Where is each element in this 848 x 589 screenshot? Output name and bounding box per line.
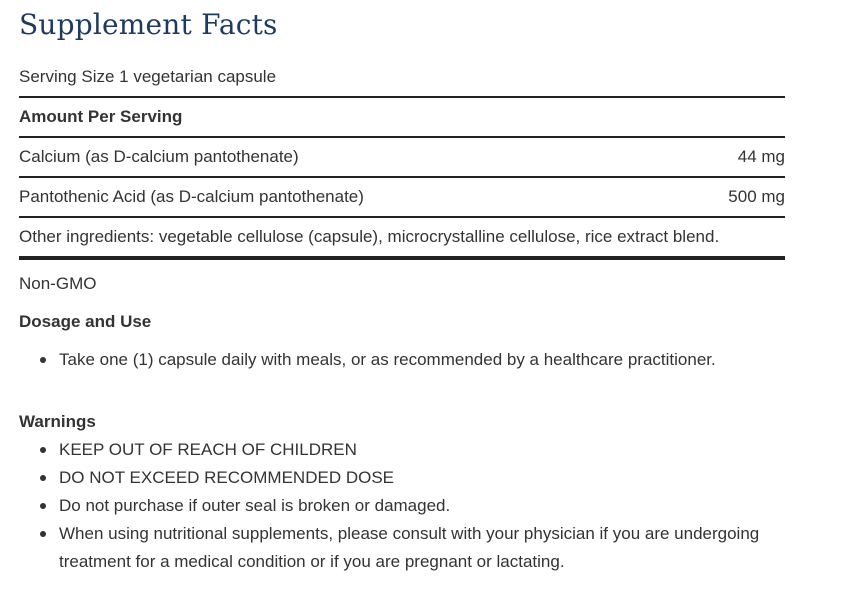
warning-item-text: When using nutritional supplements, please consult with your physician if you are undergoing treatment for a medical condition or if you are pregnant or lactating. xyxy=(59,524,760,571)
list-item xyxy=(19,346,834,374)
other-ingredients-row xyxy=(19,218,785,260)
bullet-icon xyxy=(40,475,46,481)
other-ingredients: Other ingredients: vegetable cellulose (capsule), microcrystalline cellulose, rice extract blend. xyxy=(19,227,720,246)
dosage-heading: Dosage and Use xyxy=(19,312,152,331)
warnings-list xyxy=(19,436,834,576)
list-item xyxy=(19,492,834,520)
list-item xyxy=(19,464,834,492)
nutrient-name: Pantothenic Acid (as D-calcium pantothenate) xyxy=(19,187,364,206)
amount-header-label: Amount Per Serving xyxy=(19,107,183,126)
warning-item-text: KEEP OUT OF REACH OF CHILDREN xyxy=(59,440,357,459)
dosage-list xyxy=(19,346,834,374)
list-item xyxy=(19,436,834,464)
facts-table xyxy=(19,58,785,260)
nutrient-amount: 500 mg xyxy=(728,187,785,206)
list-item xyxy=(19,520,834,576)
dosage-item-text: Take one (1) capsule daily with meals, or as recommended by a healthcare practitioner. xyxy=(59,350,716,369)
product-notes xyxy=(19,270,834,576)
non-gmo-label: Non-GMO xyxy=(19,274,97,293)
nutrient-row-calcium xyxy=(19,138,785,178)
amount-per-serving-header xyxy=(19,98,785,138)
bullet-icon xyxy=(40,503,46,509)
warning-item-text: Do not purchase if outer seal is broken or damaged. xyxy=(59,496,451,515)
warning-item-text: DO NOT EXCEED RECOMMENDED DOSE xyxy=(59,468,395,487)
bullet-icon xyxy=(40,531,46,537)
page-title: Supplement Facts xyxy=(19,8,278,41)
nutrient-row-pantothenic-acid xyxy=(19,178,785,218)
warnings-heading: Warnings xyxy=(19,412,96,431)
serving-size: Serving Size 1 vegetarian capsule xyxy=(19,58,785,98)
nutrient-amount: 44 mg xyxy=(737,147,785,166)
nutrient-name: Calcium (as D-calcium pantothenate) xyxy=(19,147,299,166)
bullet-icon xyxy=(40,357,46,363)
bullet-icon xyxy=(40,447,46,453)
